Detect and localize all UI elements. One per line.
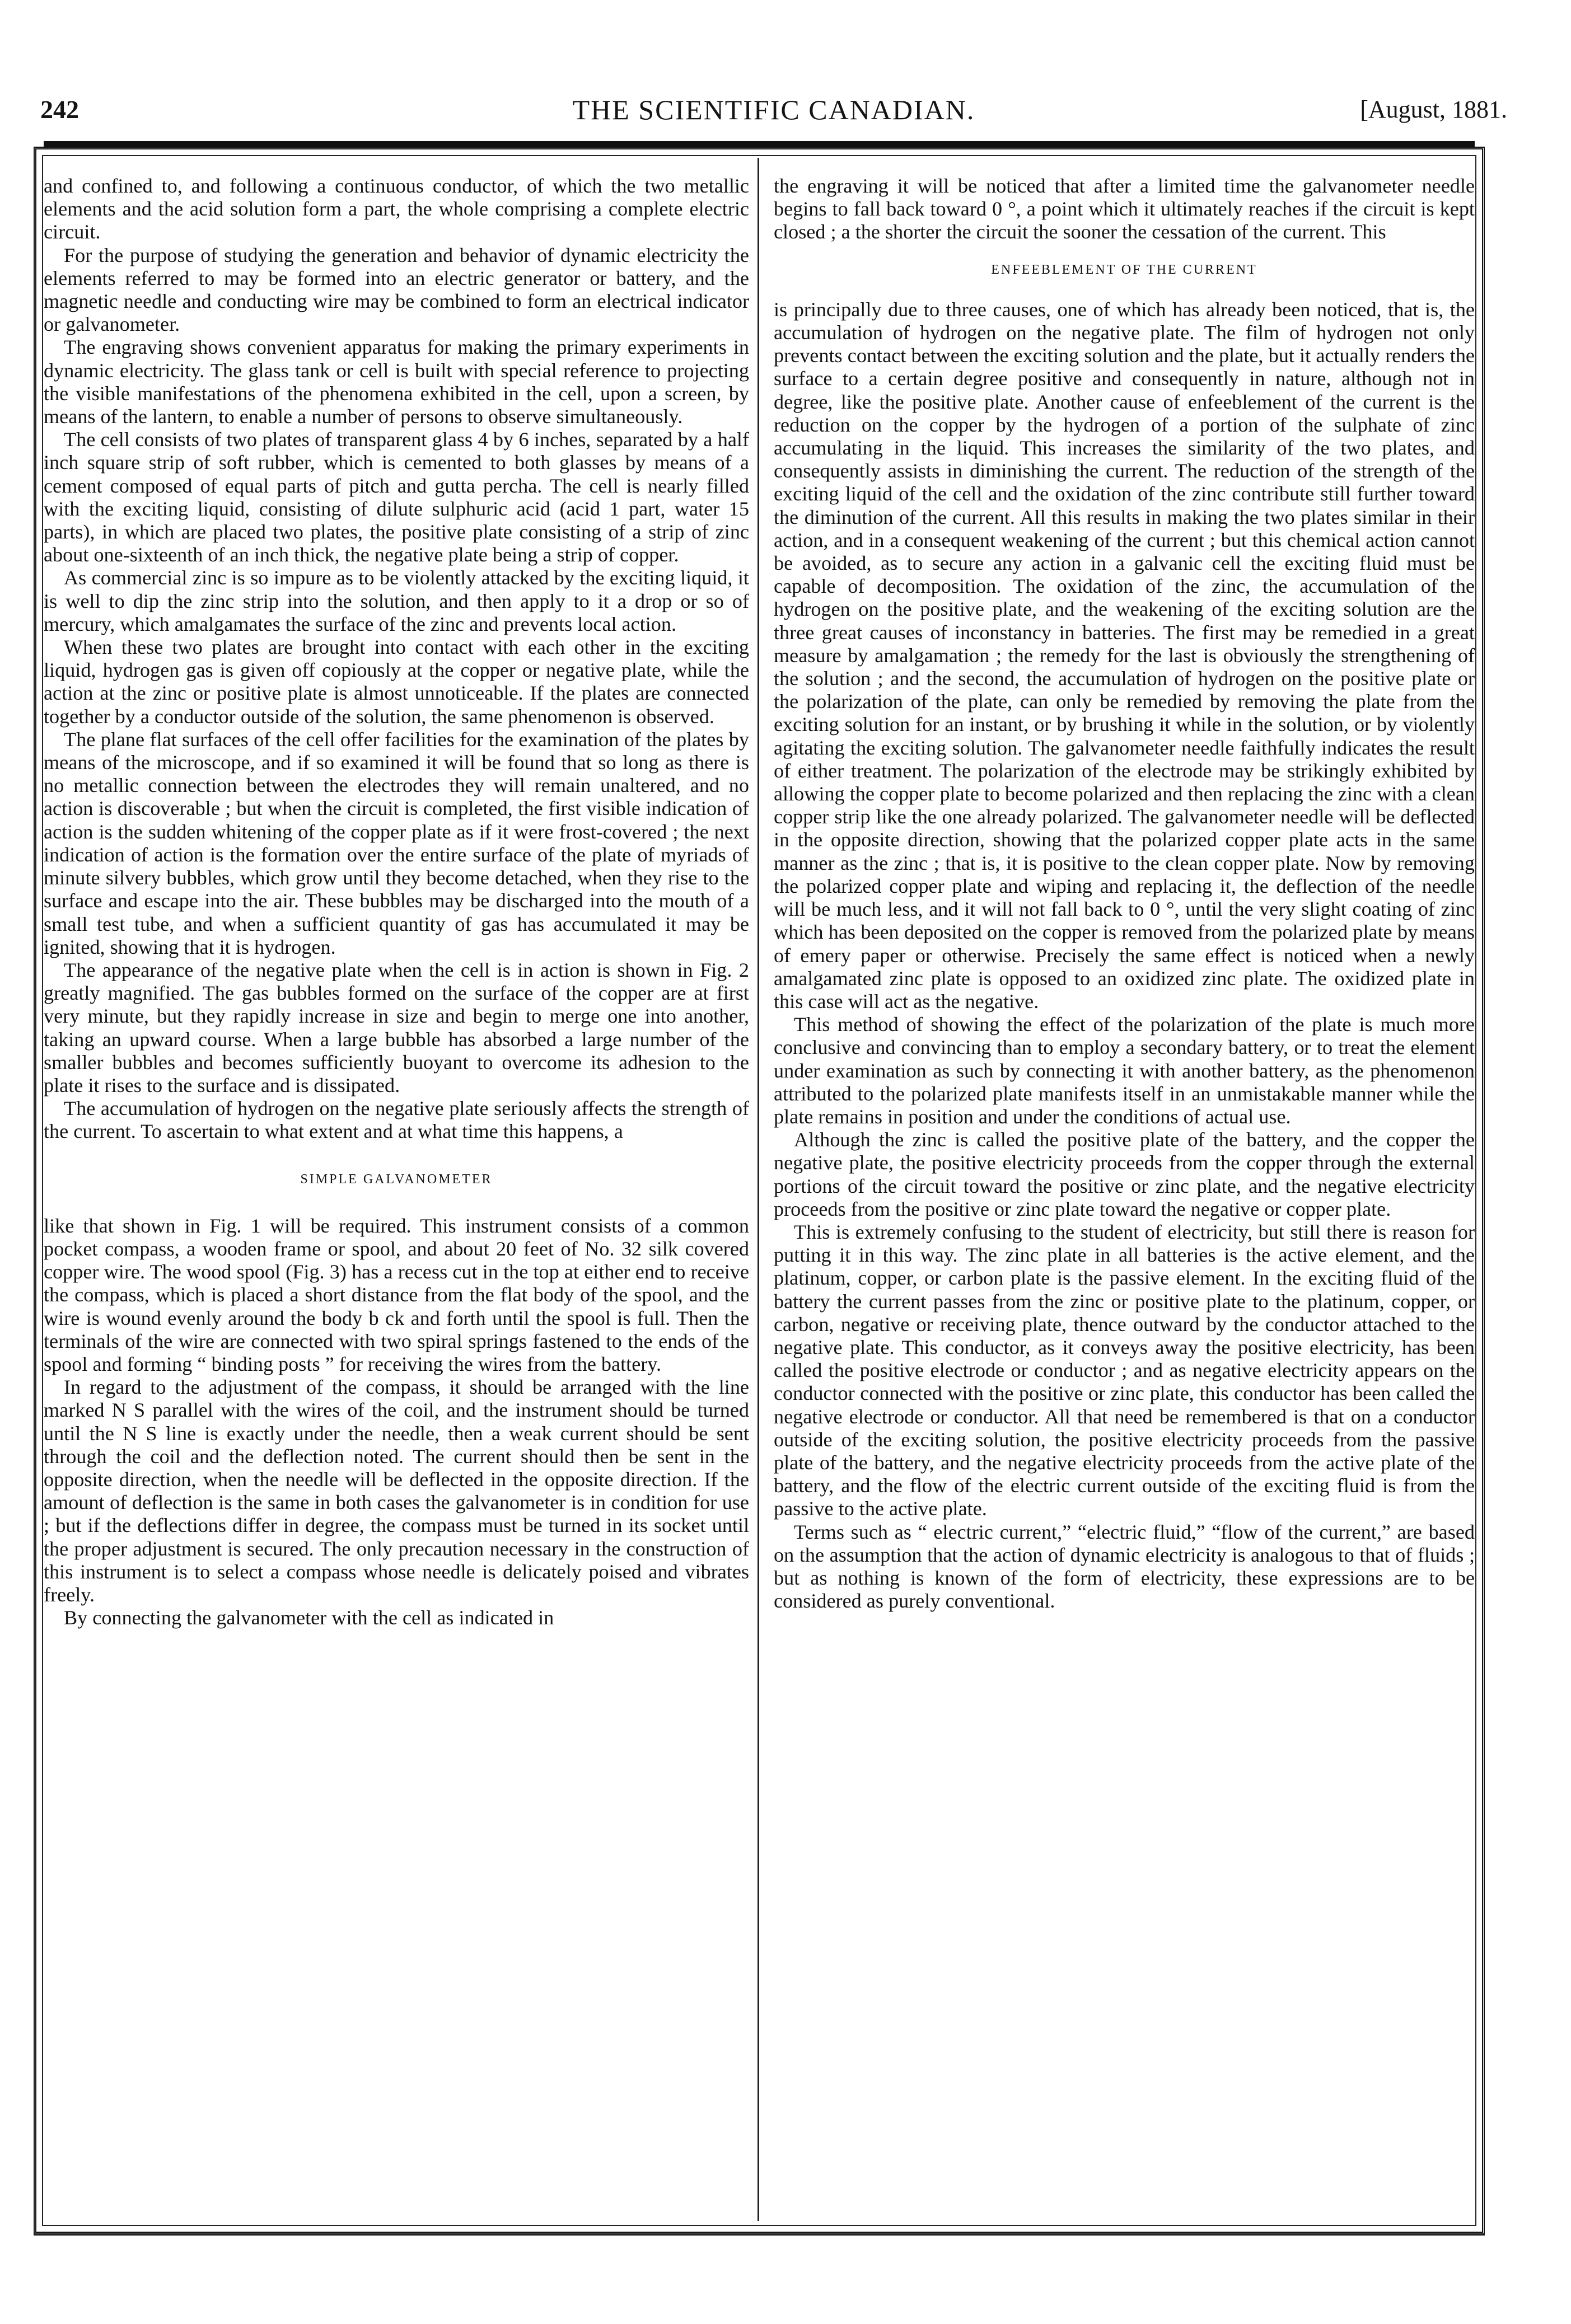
- paragraph: This method of showing the effect of the polarization of the plate is much more conclusive and convincing than to employ a secondary battery, or to treat the element under examination as such by connecting it with another battery, as the phenomenon attributed to the polarized plate manifests itself in an unmistakable manner while the plate remains in position and under the conditions of actual use.: [774, 1013, 1475, 1128]
- column-divider: [758, 158, 759, 2221]
- right-column: [774, 175, 1475, 1613]
- page-header: [40, 94, 1507, 128]
- paragraph: Terms such as “ electric current,” “electric fluid,” “flow of the current,” are based on the assumption that the action of dynamic electricity is analogous to that of fluids ; but as nothing is known of the form of electricity, these expressions are to be considered as purely conventional.: [774, 1520, 1475, 1613]
- paragraph: The plane flat surfaces of the cell offer facilities for the examination of the plates by means of the microscope, and if so examined it will be found that so long as there is no metallic connection between the electrodes they will remain unaltered, and no action is discoverable ; but when the circuit is completed, the first visible indication of action is the sudden whitening of the copper plate as if it were frost-covered ; the next indication of action is the formation over the entire surface of the plate of myriads of minute silvery bubbles, which grow until they become detached, when they rise to the surface and escape into the air. These bubbles may be discharged into the mouth of a small test tube, and when a sufficient quantity of gas has accumulated it may be ignited, showing that it is hydrogen.: [44, 728, 749, 958]
- paragraph: In regard to the adjustment of the compass, it should be arranged with the line marked N S parallel with the wires of the coil, and the instrument should be turned until the N S line is exactly under the needle, then a weak current should be sent through the coil and the deflection noted. The current should then be sent in the opposite direction, when the needle will be deflected in the opposite direction. If the amount of deflection is the same in both cases the galvanometer is in condition for use ; but if the deflections differ in degree, the compass must be turned in its socket until the proper adjustment is secured. The only precaution necessary in the construction of this instrument is to select a compass whose needle is delicately poised and vibrates freely.: [44, 1376, 749, 1606]
- paragraph: As commercial zinc is so impure as to be violently attacked by the exciting liquid, it is well to dip the zinc strip into the solution, and then apply to it a drop or so of mercury, which amalgamates the surface of the zinc and prevents local action.: [44, 566, 749, 635]
- paragraph: Although the zinc is called the positive plate of the battery, and the copper the negative plate, the positive electricity proceeds from the copper through the external portions of the circuit toward the positive or zinc plate, and the negative electricity proceeds from the positive or zinc plate toward the negative or copper plate.: [774, 1128, 1475, 1220]
- page-number: 242: [40, 95, 79, 124]
- paragraph: For the purpose of studying the generation and behavior of dynamic electricity the elements referred to may be formed into an electric generator or battery, and the magnetic needle and conducting wire may be combined to form an electrical indicator or galvanometer.: [44, 243, 749, 336]
- section-heading: ENFEEBLEMENT OF THE CURRENT: [991, 262, 1257, 277]
- paragraph: the engraving it will be noticed that after a limited time the galvanometer needle begins to fall back toward 0 °, a point which it ultimately reaches if the circuit is kept closed ; a the shorter the circuit the sooner the cessation of the current. This: [774, 175, 1475, 243]
- paragraph: and confined to, and following a continuous conductor, of which the two metallic elements and the acid solution form a part, the whole comprising a complete electric circuit.: [44, 175, 749, 243]
- bottom-rule: [34, 2234, 1485, 2236]
- paragraph: The cell consists of two plates of transparent glass 4 by 6 inches, separated by a half inch square strip of soft rubber, which is cemented to both glasses by means of a cement composed of equal parts of pitch and gutta percha. The cell is nearly filled with the exciting liquid, consisting of dilute sulphuric acid (acid 1 part, water 15 parts), in which are placed two plates, the positive plate consisting of a strip of zinc about one-sixteenth of an inch thick, the negative plate being a strip of copper.: [44, 428, 749, 566]
- paragraph: The accumulation of hydrogen on the negative plate seriously affects the strength of the current. To ascertain to what extent and at what time this happens, a: [44, 1097, 749, 1143]
- paragraph: By connecting the galvanometer with the cell as indicated in: [64, 1606, 554, 1629]
- paragraph: When these two plates are brought into contact with each other in the exciting liquid, hydrogen gas is given off copiously at the copper or negative plate, while the action at the zinc or positive plate is almost unnoticeable. If the plates are connected together by a conductor outside of the solution, the same phenomenon is observed.: [44, 636, 749, 728]
- paragraph: The engraving shows convenient apparatus for making the primary experiments in dynamic electricity. The glass tank or cell is built with special reference to projecting the visible manifestations of the phenomena exhibited in the cell, upon a screen, by means of the lantern, to enable a number of persons to observe simultaneously.: [44, 336, 749, 428]
- paragraph: This is extremely confusing to the student of electricity, but still there is reason for putting it in this way. The zinc plate in all batteries is the active element, and the platinum, copper, or carbon plate is the passive element. In the exciting fluid of the battery the current passes from the zinc or positive plate to the platinum, copper, or carbon, negative or receiving plate, thence outward by the conductor attached to the negative plate. This conductor, as it conveys away the positive electricity, has been called the positive electrode or conductor ; and as negative electricity appears on the conductor connected with the positive or zinc plate, this conductor has been called the negative electrode or conductor. All that need be remembered is that on a conductor outside of the exciting solution, the positive electricity proceeds from the passive plate of the battery, and the negative electricity proceeds from the active plate of the battery, and the flow of the electric current outside of the exciting fluid is from the passive to the active plate.: [774, 1220, 1475, 1520]
- issue-date: [August, 1881.: [1360, 96, 1507, 123]
- paragraph: is principally due to three causes, one of which has already been noticed, that is, the accumulation of hydrogen on the negative plate. The film of hydrogen not only prevents contact between the exciting solution and the plate, but it actually renders the surface to a certain degree positive and consequently in nature, although not in degree, like the positive plate. Another cause of enfeeblement of the current is the reduction on the copper by the hydrogen of a portion of the sulphate of zinc accumulating in the liquid. This increases the similarity of the two plates, and consequently assists in diminishing the current. The reduction of the strength of the exciting liquid of the cell and the oxidation of the zinc contribute still further toward the diminution of the current. All this results in making the two plates similar in their action, and in a consequent weakening of the current ; but this chemical action cannot be avoided, as to secure any action in a galvanic cell the exciting fluid must be capable of decomposition. The oxidation of the zinc, the accumulation of the hydrogen on the positive plate, and the weakening of the exciting solution are the three great causes of inconstancy in batteries. The first may be remedied in a great measure by amalgamation ; the remedy for the last is obviously the strengthening of the solution ; and the second, the accumulation of hydrogen on the positive plate or the polarization of the plate, can only be remedied by removing the plate from the exciting solution for an instant, or by brushing it while in the solution, or by violently agitating the exciting solution. The galvanometer needle faithfully indicates the result of either treatment. The polarization of the electrode may be strikingly exhibited by allowing the copper plate to become polarized and then replacing the zinc with a clean copper strip like the one already polarized. The galvanometer needle will be deflected in the opposite direction, showing that the polarized copper plate acts in the same manner as the zinc ; that is, it is positive to the clean copper plate. Now by removing the polarized copper plate and wiping and replacing it, the deflection of the needle will be much less, and it will not fall back to 0 °, until the very slight coating of zinc which has been deposited on the copper is removed from the polarized plate by means of emery paper or otherwise. Precisely the same effect is noticed when a newly amalgamated zinc plate is opposed to an oxidized zinc plate. The oxidized plate in this case will act as the negative.: [774, 298, 1475, 1013]
- top-rule: [44, 141, 1475, 147]
- paragraph: like that shown in Fig. 1 will be required. This instrument consists of a common pocket compass, a wooden frame or spool, and about 20 feet of No. 32 silk covered copper wire. The wood spool (Fig. 3) has a recess cut in the top at either end to receive the compass, which is placed a short distance from the flat body of the spool, and the wire is wound evenly around the body b ck and forth until the spool is full. Then the terminals of the wire are connected with two spiral springs fastened to the ends of the spool and forming “ binding posts ” for receiving the wires from the battery.: [44, 1214, 749, 1375]
- publication-title: THE SCIENTIFIC CANADIAN.: [572, 94, 975, 125]
- section-heading: SIMPLE GALVANOMETER: [300, 1172, 493, 1187]
- paragraph: The appearance of the negative plate when the cell is in action is shown in Fig. 2 greatly magnified. The gas bubbles formed on the surface of the copper are at first very minute, but they rapidly increase in size and begin to merge one into another, taking an upward course. When a large bubble has absorbed a large number of the smaller bubbles and becomes sufficiently buoyant to overcome its adhesion to the plate it rises to the surface and is dissipated.: [44, 958, 749, 1097]
- left-column: [44, 175, 749, 1629]
